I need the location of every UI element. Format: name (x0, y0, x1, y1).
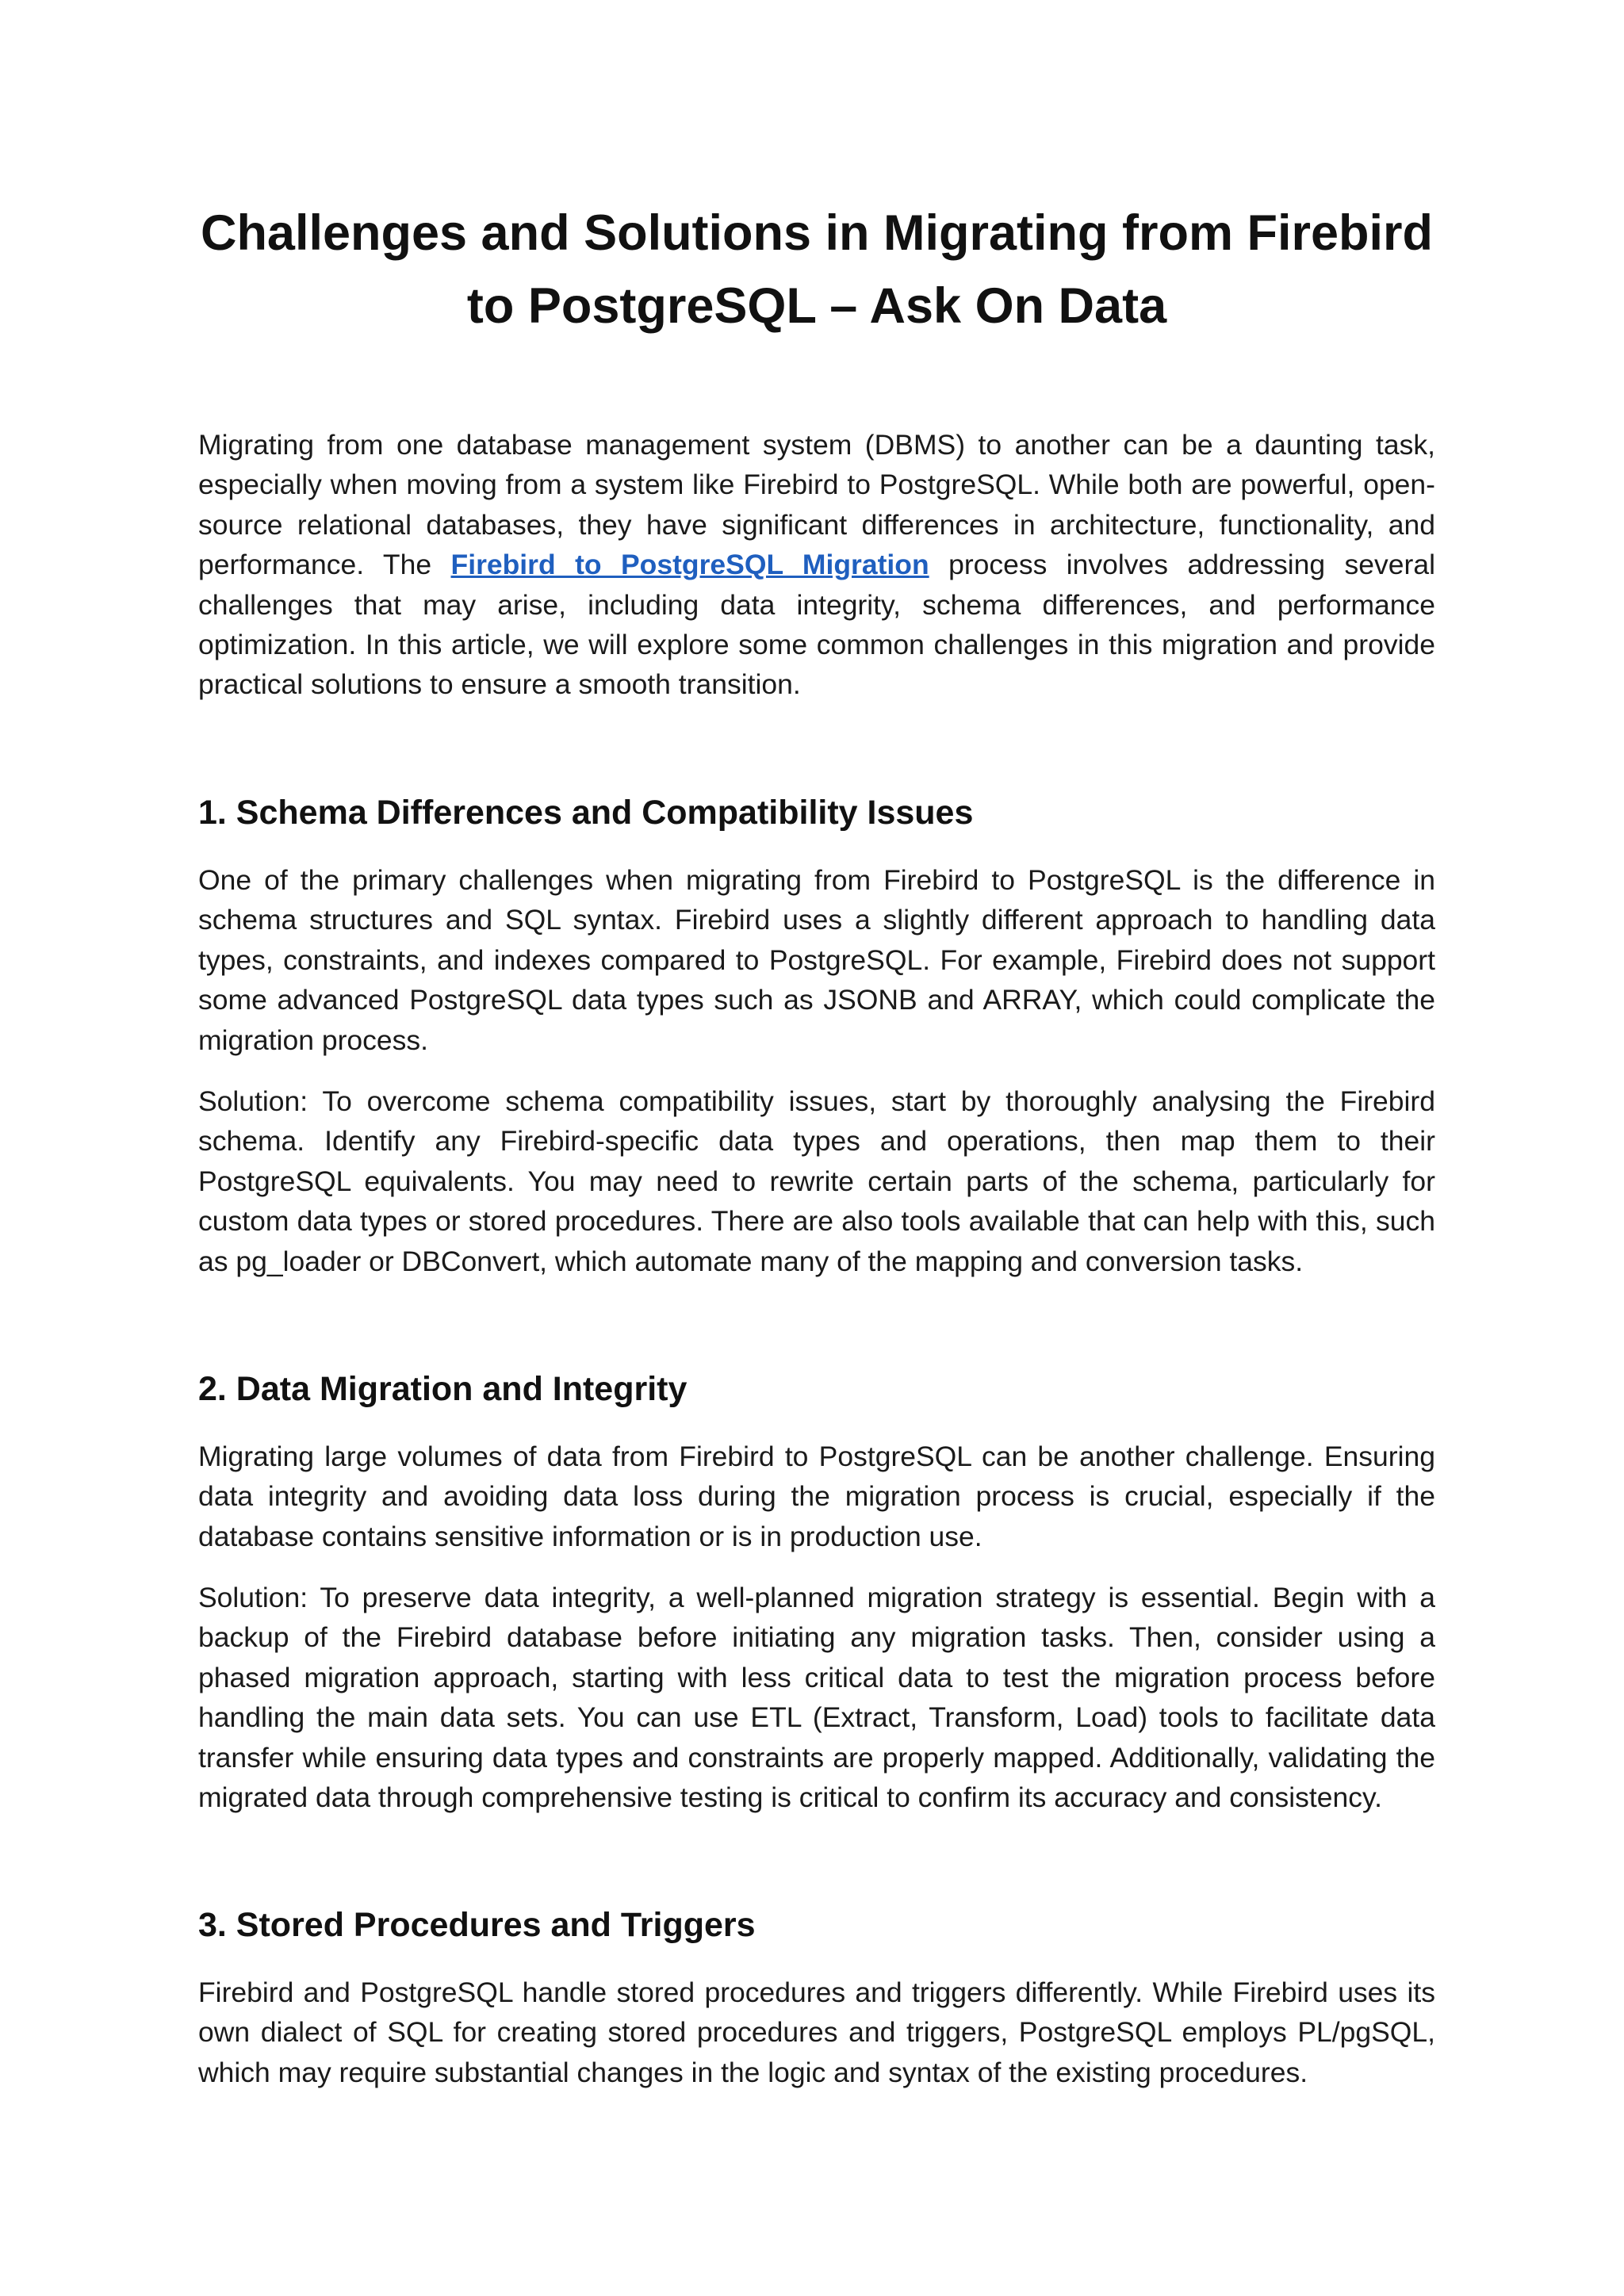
schema-challenge-paragraph: One of the primary challenges when migrating from Firebird to PostgreSQL is the difference in schema structures and SQL syntax. Firebird uses a slightly different approach to handling data types, constraints, and indexes compared to PostgreSQL. For example, Firebird does not support some advanced PostgreSQL data types such as JSONB and ARRAY, which could complicate the migration process. (198, 864, 1435, 1056)
intro-text-before-link: Migrating from one database management system (DBMS) to another can be a daunting task, especially when moving from a system like Firebird to PostgreSQL. While both are powerful, open-source relational databases, they have significant differences in architecture, functionality, and performance. The (198, 429, 1435, 581)
section-heading-data-migration: 2. Data Migration and Integrity (198, 1370, 688, 1408)
schema-solution-paragraph: Solution: To overcome schema compatibility issues, start by thoroughly analysing the Firebird schema. Identify any Firebird-specific data types and operations, then map them to their PostgreSQL equivalents. You may need to rewrite certain parts of the schema, particularly for custom data types or stored procedures. There are also tools available that can help with this, such as pg_loader or DBConvert, which automate many of the mapping and conversion tasks. (198, 1085, 1435, 1277)
page-title: Challenges and Solutions in Migrating from Firebird to PostgreSQL – Ask On Data (200, 205, 1434, 334)
data-solution-paragraph: Solution: To preserve data integrity, a well-planned migration strategy is essential. Begin with a backup of the Firebird database before initiating any migration tasks. Then, consider using a phased migration approach, starting with less critical data to test the migration process before handling the main data sets. You can use ETL (Extract, Transform, Load) tools to facilitate data transfer while ensuring data types and constraints are properly mapped. Additionally, validating the migrated data through comprehensive testing is critical to confirm its accuracy and consistency. (198, 1582, 1435, 1814)
stored-procedures-paragraph: Firebird and PostgreSQL handle stored procedures and triggers differently. While Firebird uses its own dialect of SQL for creating stored procedures and triggers, PostgreSQL employs PL/pgSQL, which may require substantial changes in the logic and syntax of the existing procedures. (198, 1976, 1435, 2088)
intro-paragraph (198, 425, 1435, 705)
intro-text-after-link: process involves addressing several challenges that may arise, including data integrity, schema differences, and performance optimization. In this article, we will explore some common challenges in this migration and provide practical solutions to ensure a smooth transition. (198, 549, 1435, 701)
migration-link[interactable]: Firebird to PostgreSQL Migration (450, 549, 929, 581)
section-heading-schema: 1. Schema Differences and Compatibility Issues (198, 794, 974, 832)
section-heading-stored-procedures: 3. Stored Procedures and Triggers (198, 1906, 756, 1944)
data-challenge-paragraph: Migrating large volumes of data from Firebird to PostgreSQL can be another challenge. Ensuring data integrity and avoiding data loss during the migration process is crucial, especially if the database contains sensitive information or is in production use. (198, 1441, 1435, 1552)
